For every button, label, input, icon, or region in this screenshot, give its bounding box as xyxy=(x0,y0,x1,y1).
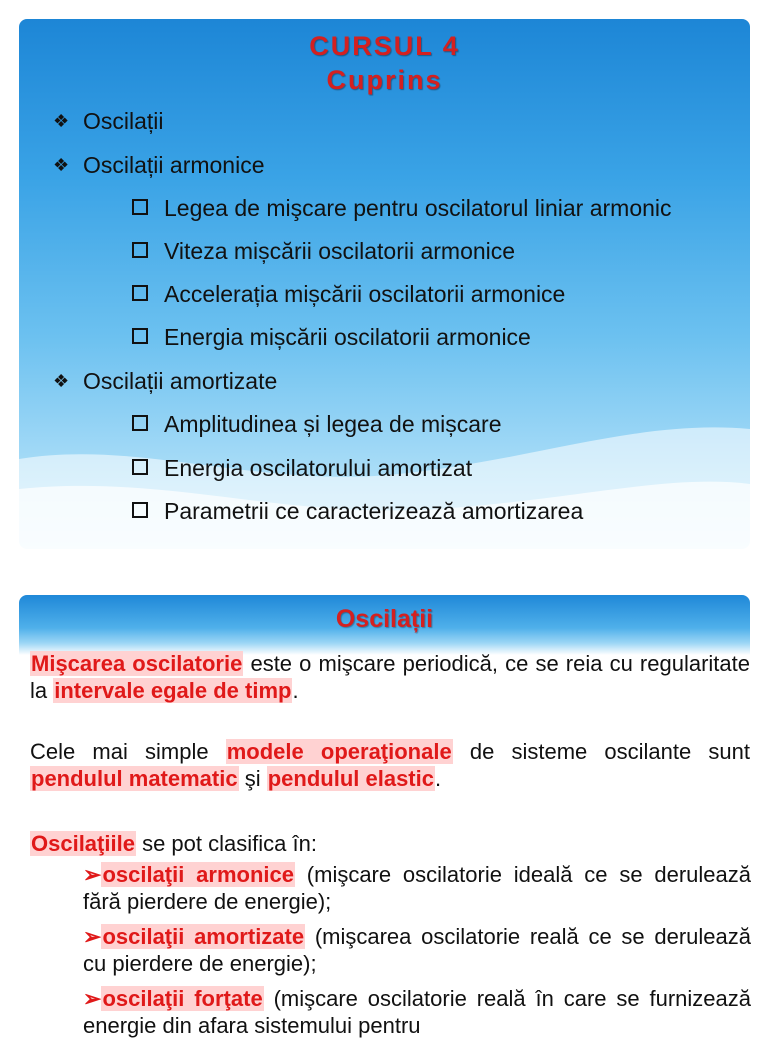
checkbox-square-icon xyxy=(132,415,148,431)
toc-item-label: Oscilații xyxy=(83,108,164,134)
toc-subitem xyxy=(132,323,531,351)
checkbox-square-icon xyxy=(132,328,148,344)
toc-subitem-label: Viteza mișcării oscilatorii armonice xyxy=(164,238,516,264)
diamond-bullet-icon: ❖ xyxy=(53,111,70,131)
highlight-term: pendulul matematic xyxy=(31,766,238,791)
toc-subitem-label: Energia oscilatorului amortizat xyxy=(164,455,473,481)
arrow-bullet-icon: ➢ xyxy=(83,924,102,949)
slide-cuprins xyxy=(19,19,750,549)
highlight-term: modele operaţionale xyxy=(226,739,452,764)
toc-subitem xyxy=(132,237,515,265)
paragraph-text: se pot clasifica în: xyxy=(135,831,317,856)
toc-item xyxy=(53,107,164,135)
paragraph-text: este o mişcare periodică, ce se reia cu regularitate la xyxy=(30,651,751,703)
arrow-bullet-icon: ➢ xyxy=(83,862,102,887)
paragraph-models xyxy=(30,738,750,792)
list-item-harmonic xyxy=(83,861,751,915)
highlight-term: oscilaţii forţate xyxy=(102,986,263,1011)
checkbox-square-icon xyxy=(132,199,148,215)
toc-subitem-label: Parametrii ce caracterizează amortizarea xyxy=(164,498,584,524)
highlight-term: pendulul elastic xyxy=(267,766,434,791)
toc-subitem xyxy=(132,280,565,308)
slide-title-contents: Cuprins xyxy=(326,65,443,95)
list-item-forced xyxy=(83,985,751,1039)
toc-subitem-label: Amplitudinea și legea de mișcare xyxy=(164,411,502,437)
highlight-term: oscilaţii armonice xyxy=(102,862,294,887)
highlight-term: intervale egale de timp xyxy=(54,678,292,703)
toc-subitem-label: Legea de mişcare pentru oscilatorul liniar armonic xyxy=(164,195,672,221)
checkbox-square-icon xyxy=(132,285,148,301)
diamond-bullet-icon: ❖ xyxy=(53,371,70,391)
toc-subitem-label: Accelerația mișcării oscilatorii armonice xyxy=(164,281,566,307)
toc-subitem-label: Energia mișcării oscilatorii armonice xyxy=(164,324,531,350)
toc-item-label: Oscilații amortizate xyxy=(83,368,278,394)
list-item-text: (mişcare oscilatorie ideală ce se derulează fără pierdere de energie); xyxy=(83,862,751,914)
list-item-text: (mişcare oscilatorie reală în care se furnizează energie din afara sistemului pentru xyxy=(83,986,752,1038)
paragraph-text: . xyxy=(292,678,299,703)
checkbox-square-icon xyxy=(132,459,148,475)
slide-oscilatii xyxy=(19,595,752,1038)
toc-subitem xyxy=(132,454,472,482)
slide-title-course: CURSUL 4 xyxy=(309,31,460,61)
highlight-term: Mişcarea oscilatorie xyxy=(31,651,243,676)
slide-title: Oscilații xyxy=(335,605,434,633)
toc-subitem xyxy=(132,497,583,525)
paragraph-text: Cele mai simple xyxy=(30,739,226,764)
arrow-bullet-icon: ➢ xyxy=(83,986,102,1011)
checkbox-square-icon xyxy=(132,502,148,518)
paragraph-text: de sisteme oscilante sunt xyxy=(452,739,750,764)
highlight-term: Oscilaţiile xyxy=(31,831,135,856)
paragraph-classification xyxy=(30,830,750,857)
list-item-text: (mişcarea oscilatorie reală ce se derulează cu pierdere de energie); xyxy=(83,924,751,976)
paragraph-text: şi xyxy=(238,766,267,791)
diamond-bullet-icon: ❖ xyxy=(53,155,70,175)
highlight-term: oscilaţii amortizate xyxy=(102,924,305,949)
toc-item xyxy=(53,367,277,395)
checkbox-square-icon xyxy=(132,242,148,258)
toc-item-label: Oscilații armonice xyxy=(83,152,265,178)
paragraph-definition xyxy=(30,650,750,704)
toc-subitem xyxy=(132,410,502,438)
paragraph-text: . xyxy=(434,766,442,791)
toc-subitem xyxy=(132,194,672,222)
toc-item xyxy=(53,151,265,179)
list-item-damped xyxy=(83,923,751,977)
